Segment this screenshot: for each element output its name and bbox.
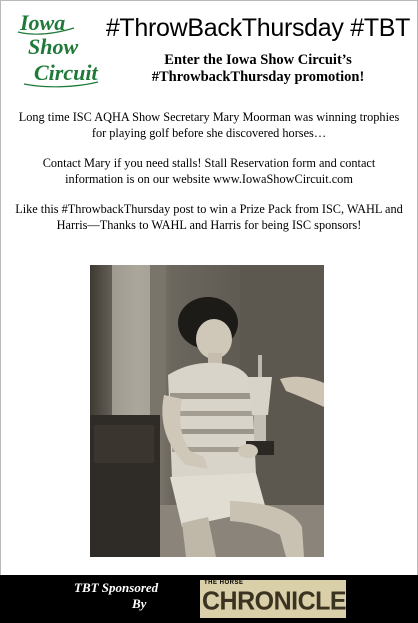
chronicle-name: CHRONICLE	[202, 586, 347, 616]
paragraph-prize: Like this #ThrowbackThursday post to win a Prize Pack from ISC, WAHL and Harris—Thanks to WAHL and Harris for being ISC sponsors!	[15, 202, 403, 232]
logo-line2: Show	[28, 34, 79, 59]
chronicle-small-text: THE HORSE	[204, 580, 244, 586]
vintage-photo	[90, 265, 324, 557]
sponsored-by-word: By	[132, 596, 147, 611]
logo-graphic	[14, 8, 102, 90]
promo-headline	[104, 52, 412, 86]
logo-line1: Iowa	[20, 10, 66, 35]
logo-line3: Circuit	[34, 60, 98, 85]
paragraph-contact: Contact Mary if you need stalls! Stall Reservation form and contact information is on our website www.IowaShowCircuit.com	[42, 156, 376, 186]
chronicle-logo[interactable]	[200, 580, 346, 618]
sponsored-by-text: TBT Sponsored	[74, 580, 159, 595]
iowa-show-circuit-logo	[14, 8, 102, 90]
hashtag-title: #ThrowBackThursday #TBT	[105, 14, 411, 42]
headline-line1: Enter the Iowa Show Circuit’s	[164, 52, 352, 68]
photo-illustration	[90, 265, 324, 557]
headline-line2: #ThrowbackThursday promotion!	[151, 69, 365, 85]
paragraph-golf: Long time ISC AQHA Show Secretary Mary Moorman was winning trophies for playing golf before she discovered horses…	[18, 110, 400, 140]
